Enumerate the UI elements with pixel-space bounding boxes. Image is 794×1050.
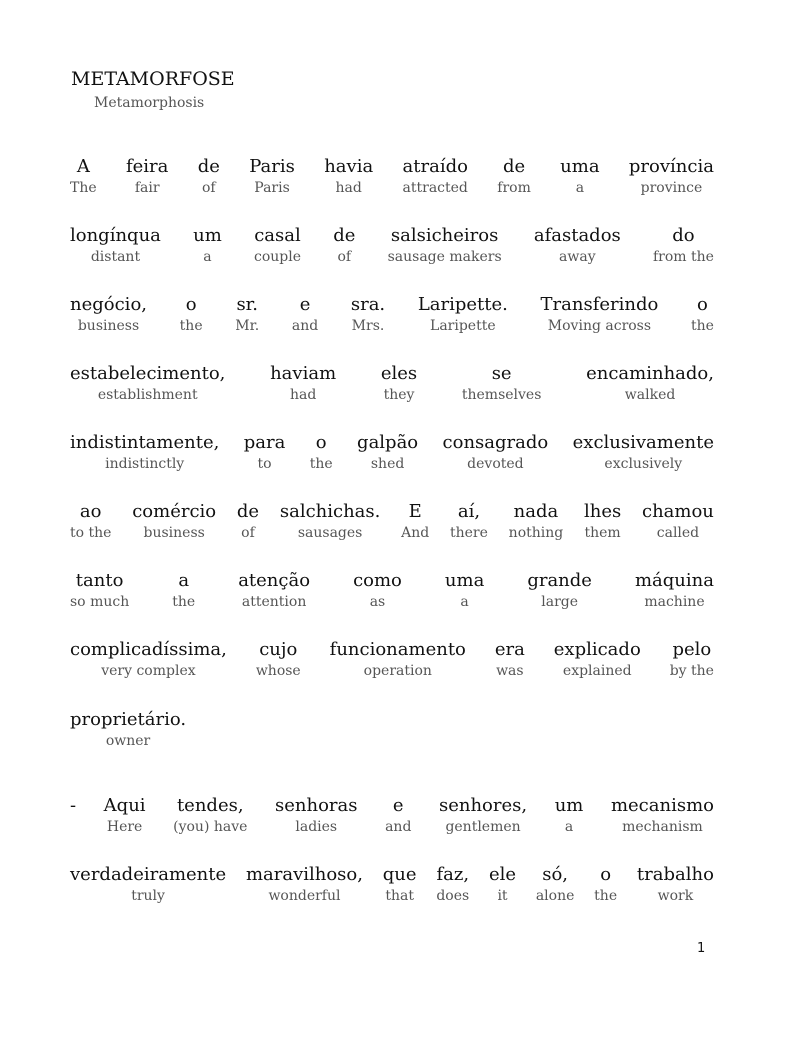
portuguese-word: que (382, 864, 417, 885)
english-gloss: truly (131, 888, 165, 904)
portuguese-word: um (193, 225, 222, 246)
word-pair (497, 156, 531, 197)
portuguese-word: senhoras (275, 795, 358, 816)
english-gloss: it (497, 888, 508, 904)
word-pair (385, 795, 411, 836)
portuguese-word: galpão (357, 432, 419, 453)
portuguese-word: se (491, 363, 512, 384)
english-gloss: The (70, 180, 97, 196)
portuguese-word: casal (254, 225, 301, 246)
portuguese-word: o (697, 294, 708, 315)
word-pair (653, 225, 714, 266)
word-pair (324, 156, 373, 197)
word-pair (586, 363, 714, 404)
english-gloss: a (564, 819, 574, 835)
word-pair (401, 501, 429, 542)
portuguese-word: pelo (672, 639, 712, 660)
word-pair (280, 501, 381, 542)
word-pair (70, 294, 147, 335)
word-pair (403, 156, 468, 197)
portuguese-word: ao (79, 501, 102, 522)
word-pair (536, 864, 575, 905)
portuguese-word: complicadíssima, (70, 639, 227, 660)
english-gloss: wonderful (268, 888, 341, 904)
english-gloss: attention (241, 594, 307, 610)
portuguese-word: de (333, 225, 356, 246)
english-gloss: does (436, 888, 470, 904)
english-gloss: the (309, 456, 333, 472)
text-line (70, 795, 714, 836)
portuguese-word: explicado (553, 639, 641, 660)
word-pair (244, 432, 286, 473)
english-gloss: the (172, 594, 196, 610)
portuguese-word: máquina (634, 570, 714, 591)
english-gloss: and (291, 318, 319, 334)
word-pair (198, 156, 220, 197)
word-pair (70, 709, 186, 750)
word-pair (509, 501, 564, 542)
english-gloss: work (657, 888, 694, 904)
portuguese-word: indistintamente, (70, 432, 220, 453)
portuguese-word: encaminhado, (586, 363, 714, 384)
portuguese-word: E (408, 501, 422, 522)
portuguese-word: chamou (642, 501, 714, 522)
english-gloss: of (241, 525, 255, 541)
english-gloss: called (656, 525, 700, 541)
portuguese-word: consagrado (442, 432, 549, 453)
portuguese-word: o (185, 294, 197, 315)
english-gloss: them (584, 525, 621, 541)
word-pair (584, 501, 621, 542)
english-gloss: province (640, 180, 703, 196)
english-gloss: attracted (402, 180, 468, 196)
english-gloss: the (179, 318, 203, 334)
english-gloss: and (385, 819, 412, 835)
word-pair (70, 795, 76, 836)
english-gloss: had (335, 180, 362, 196)
portuguese-word: mecanismo (610, 795, 714, 816)
portuguese-word: o (315, 432, 327, 453)
english-gloss: of (337, 249, 352, 265)
english-gloss: had (289, 387, 317, 403)
word-pair (450, 501, 488, 542)
english-gloss: a (575, 180, 585, 196)
portuguese-word: senhores, (438, 795, 528, 816)
portuguese-word: a (178, 570, 190, 591)
text-line (70, 639, 714, 680)
word-pair (629, 156, 714, 197)
word-pair (292, 294, 318, 335)
portuguese-word: afastados (533, 225, 621, 246)
english-gloss: a (460, 594, 469, 610)
word-pair (489, 864, 516, 905)
english-gloss: sausage makers (387, 249, 502, 265)
portuguese-word: sr. (236, 294, 259, 315)
portuguese-word: nada (513, 501, 559, 522)
portuguese-word: só, (542, 864, 568, 885)
english-gloss: Mrs. (351, 318, 385, 334)
word-pair (132, 501, 216, 542)
portuguese-word: eles (380, 363, 418, 384)
portuguese-word: ele (488, 864, 517, 885)
word-pair (436, 864, 469, 905)
english-gloss: as (369, 594, 386, 610)
english-gloss: exclusively (604, 456, 683, 472)
english-gloss: themselves (461, 387, 542, 403)
word-pair (353, 570, 402, 611)
english-gloss: they (383, 387, 415, 403)
portuguese-word: de (236, 501, 260, 522)
word-pair (246, 864, 363, 905)
portuguese-word: havia (324, 156, 374, 177)
text-line (70, 864, 714, 905)
word-pair (555, 795, 584, 836)
word-pair (238, 570, 310, 611)
word-pair (611, 795, 714, 836)
english-gloss: mechanism (622, 819, 703, 835)
portuguese-word: e (392, 795, 404, 816)
english-gloss: from the (652, 249, 714, 265)
word-pair (237, 501, 259, 542)
english-gloss: (you) have (173, 819, 248, 835)
word-pair (642, 501, 714, 542)
portuguese-word: Paris (249, 156, 295, 177)
english-gloss: devoted (467, 456, 524, 472)
word-pair (351, 294, 385, 335)
word-pair (180, 294, 203, 335)
portuguese-word: uma (444, 570, 485, 591)
portuguese-word: proprietário. (70, 709, 187, 730)
text-line (70, 501, 714, 542)
english-gloss: so much (70, 594, 130, 610)
word-pair (573, 432, 714, 473)
portuguese-word: tanto (75, 570, 124, 591)
english-gloss: to (257, 456, 272, 472)
english-gloss: to the (70, 525, 112, 541)
portuguese-word: para (243, 432, 286, 453)
word-pair (104, 795, 146, 836)
word-pair (70, 363, 225, 404)
word-pair (330, 639, 466, 680)
english-gloss: machine (644, 594, 705, 610)
portuguese-word: como (353, 570, 402, 591)
word-pair (235, 294, 259, 335)
word-pair (637, 864, 714, 905)
word-pair (691, 294, 714, 335)
word-pair (193, 225, 222, 266)
english-gloss: indistinctly (105, 456, 185, 472)
word-pair (439, 795, 527, 836)
portuguese-word: sra. (350, 294, 386, 315)
portuguese-word: um (554, 795, 584, 816)
word-pair (172, 570, 195, 611)
portuguese-word: o (600, 864, 612, 885)
portuguese-word: funcionamento (329, 639, 466, 660)
word-pair (418, 294, 508, 335)
portuguese-word: exclusivamente (572, 432, 714, 453)
word-pair (635, 570, 714, 611)
page-number: 1 (697, 941, 706, 956)
portuguese-word: A (76, 156, 90, 177)
word-pair (388, 225, 502, 266)
portuguese-word: atenção (238, 570, 311, 591)
portuguese-word: cujo (259, 639, 298, 660)
english-gloss: business (77, 318, 140, 334)
word-pair (594, 864, 617, 905)
english-gloss: distant (90, 249, 141, 265)
word-pair (70, 432, 219, 473)
document-subtitle: Metamorphosis (94, 95, 205, 111)
portuguese-word: estabelecimento, (70, 363, 226, 384)
text-line (70, 363, 714, 404)
english-gloss: large (541, 594, 579, 610)
word-pair (310, 432, 333, 473)
portuguese-word: uma (560, 156, 600, 177)
portuguese-word: faz, (436, 864, 470, 885)
word-pair (527, 570, 592, 611)
word-pair (541, 294, 659, 335)
english-gloss: the (594, 888, 618, 904)
portuguese-word: Transferindo (540, 294, 659, 315)
portuguese-word: comércio (132, 501, 217, 522)
word-pair (670, 639, 714, 680)
portuguese-word: grande (527, 570, 592, 591)
english-gloss: that (385, 888, 414, 904)
portuguese-word: trabalho (636, 864, 714, 885)
english-gloss: walked (624, 387, 676, 403)
text-line (70, 570, 714, 611)
portuguese-word: lhes (583, 501, 622, 522)
word-pair (249, 156, 295, 197)
word-pair (70, 225, 161, 266)
word-pair (254, 225, 301, 266)
portuguese-word: salsicheiros (390, 225, 499, 246)
english-gloss: very complex (101, 663, 196, 679)
word-pair (333, 225, 355, 266)
english-gloss: alone (535, 888, 575, 904)
portuguese-word: Aqui (103, 795, 146, 816)
text-line (70, 709, 714, 750)
portuguese-word: tendes, (176, 795, 244, 816)
word-pair (383, 864, 417, 905)
english-gloss: of (202, 180, 216, 196)
word-pair (554, 639, 641, 680)
english-gloss: Paris (254, 180, 290, 196)
word-pair (270, 363, 336, 404)
english-gloss: establishment (97, 387, 198, 403)
english-gloss: owner (105, 733, 151, 749)
english-gloss: Here (106, 819, 143, 835)
portuguese-word: aí, (457, 501, 481, 522)
english-gloss: by the (669, 663, 714, 679)
portuguese-word: haviam (270, 363, 337, 384)
english-gloss: operation (363, 663, 432, 679)
text-line (70, 225, 714, 266)
word-pair (70, 639, 227, 680)
word-pair (70, 156, 97, 197)
word-pair (126, 156, 168, 197)
word-pair (534, 225, 621, 266)
word-pair (275, 795, 358, 836)
portuguese-word: atraído (402, 156, 468, 177)
portuguese-word: e (299, 294, 311, 315)
english-gloss: sausages (297, 525, 363, 541)
portuguese-word: longínqua (70, 225, 161, 246)
english-gloss: fair (134, 180, 160, 196)
text-line (70, 432, 714, 473)
portuguese-word: Laripette. (417, 294, 508, 315)
portuguese-word: negócio, (70, 294, 148, 315)
portuguese-word: era (494, 639, 525, 660)
word-pair (462, 363, 542, 404)
portuguese-word: de (502, 156, 526, 177)
english-gloss: from (497, 180, 531, 196)
document-title: METAMORFOSE (71, 68, 235, 90)
english-gloss: the (691, 318, 714, 334)
english-gloss: explained (562, 663, 632, 679)
word-pair (443, 432, 549, 473)
word-pair (445, 570, 484, 611)
word-pair (173, 795, 247, 836)
word-pair (256, 639, 301, 680)
portuguese-word: maravilhoso, (245, 864, 363, 885)
word-pair (70, 501, 111, 542)
portuguese-word: - (70, 795, 77, 816)
word-pair (495, 639, 525, 680)
word-pair (70, 570, 129, 611)
portuguese-word: do (672, 225, 695, 246)
english-gloss: And (401, 525, 430, 541)
english-gloss: was (496, 663, 524, 679)
english-gloss: Moving across (547, 318, 652, 334)
english-gloss: business (143, 525, 205, 541)
word-pair (560, 156, 599, 197)
portuguese-word: verdadeiramente (70, 864, 227, 885)
portuguese-word: de (197, 156, 220, 177)
word-pair (381, 363, 417, 404)
english-gloss: shed (370, 456, 405, 472)
portuguese-word: feira (125, 156, 169, 177)
english-gloss: Mr. (235, 318, 260, 334)
portuguese-word: salchichas. (279, 501, 381, 522)
english-gloss: whose (255, 663, 301, 679)
english-gloss: a (203, 249, 212, 265)
english-gloss: Laripette (430, 318, 496, 334)
english-gloss: away (559, 249, 596, 265)
word-pair (70, 864, 226, 905)
text-line (70, 156, 714, 197)
english-gloss: nothing (508, 525, 564, 541)
english-gloss: ladies (295, 819, 338, 835)
word-pair (357, 432, 418, 473)
text-line (70, 294, 714, 335)
english-gloss: couple (253, 249, 301, 265)
english-gloss: there (450, 525, 488, 541)
portuguese-word: província (628, 156, 714, 177)
english-gloss: gentlemen (445, 819, 521, 835)
